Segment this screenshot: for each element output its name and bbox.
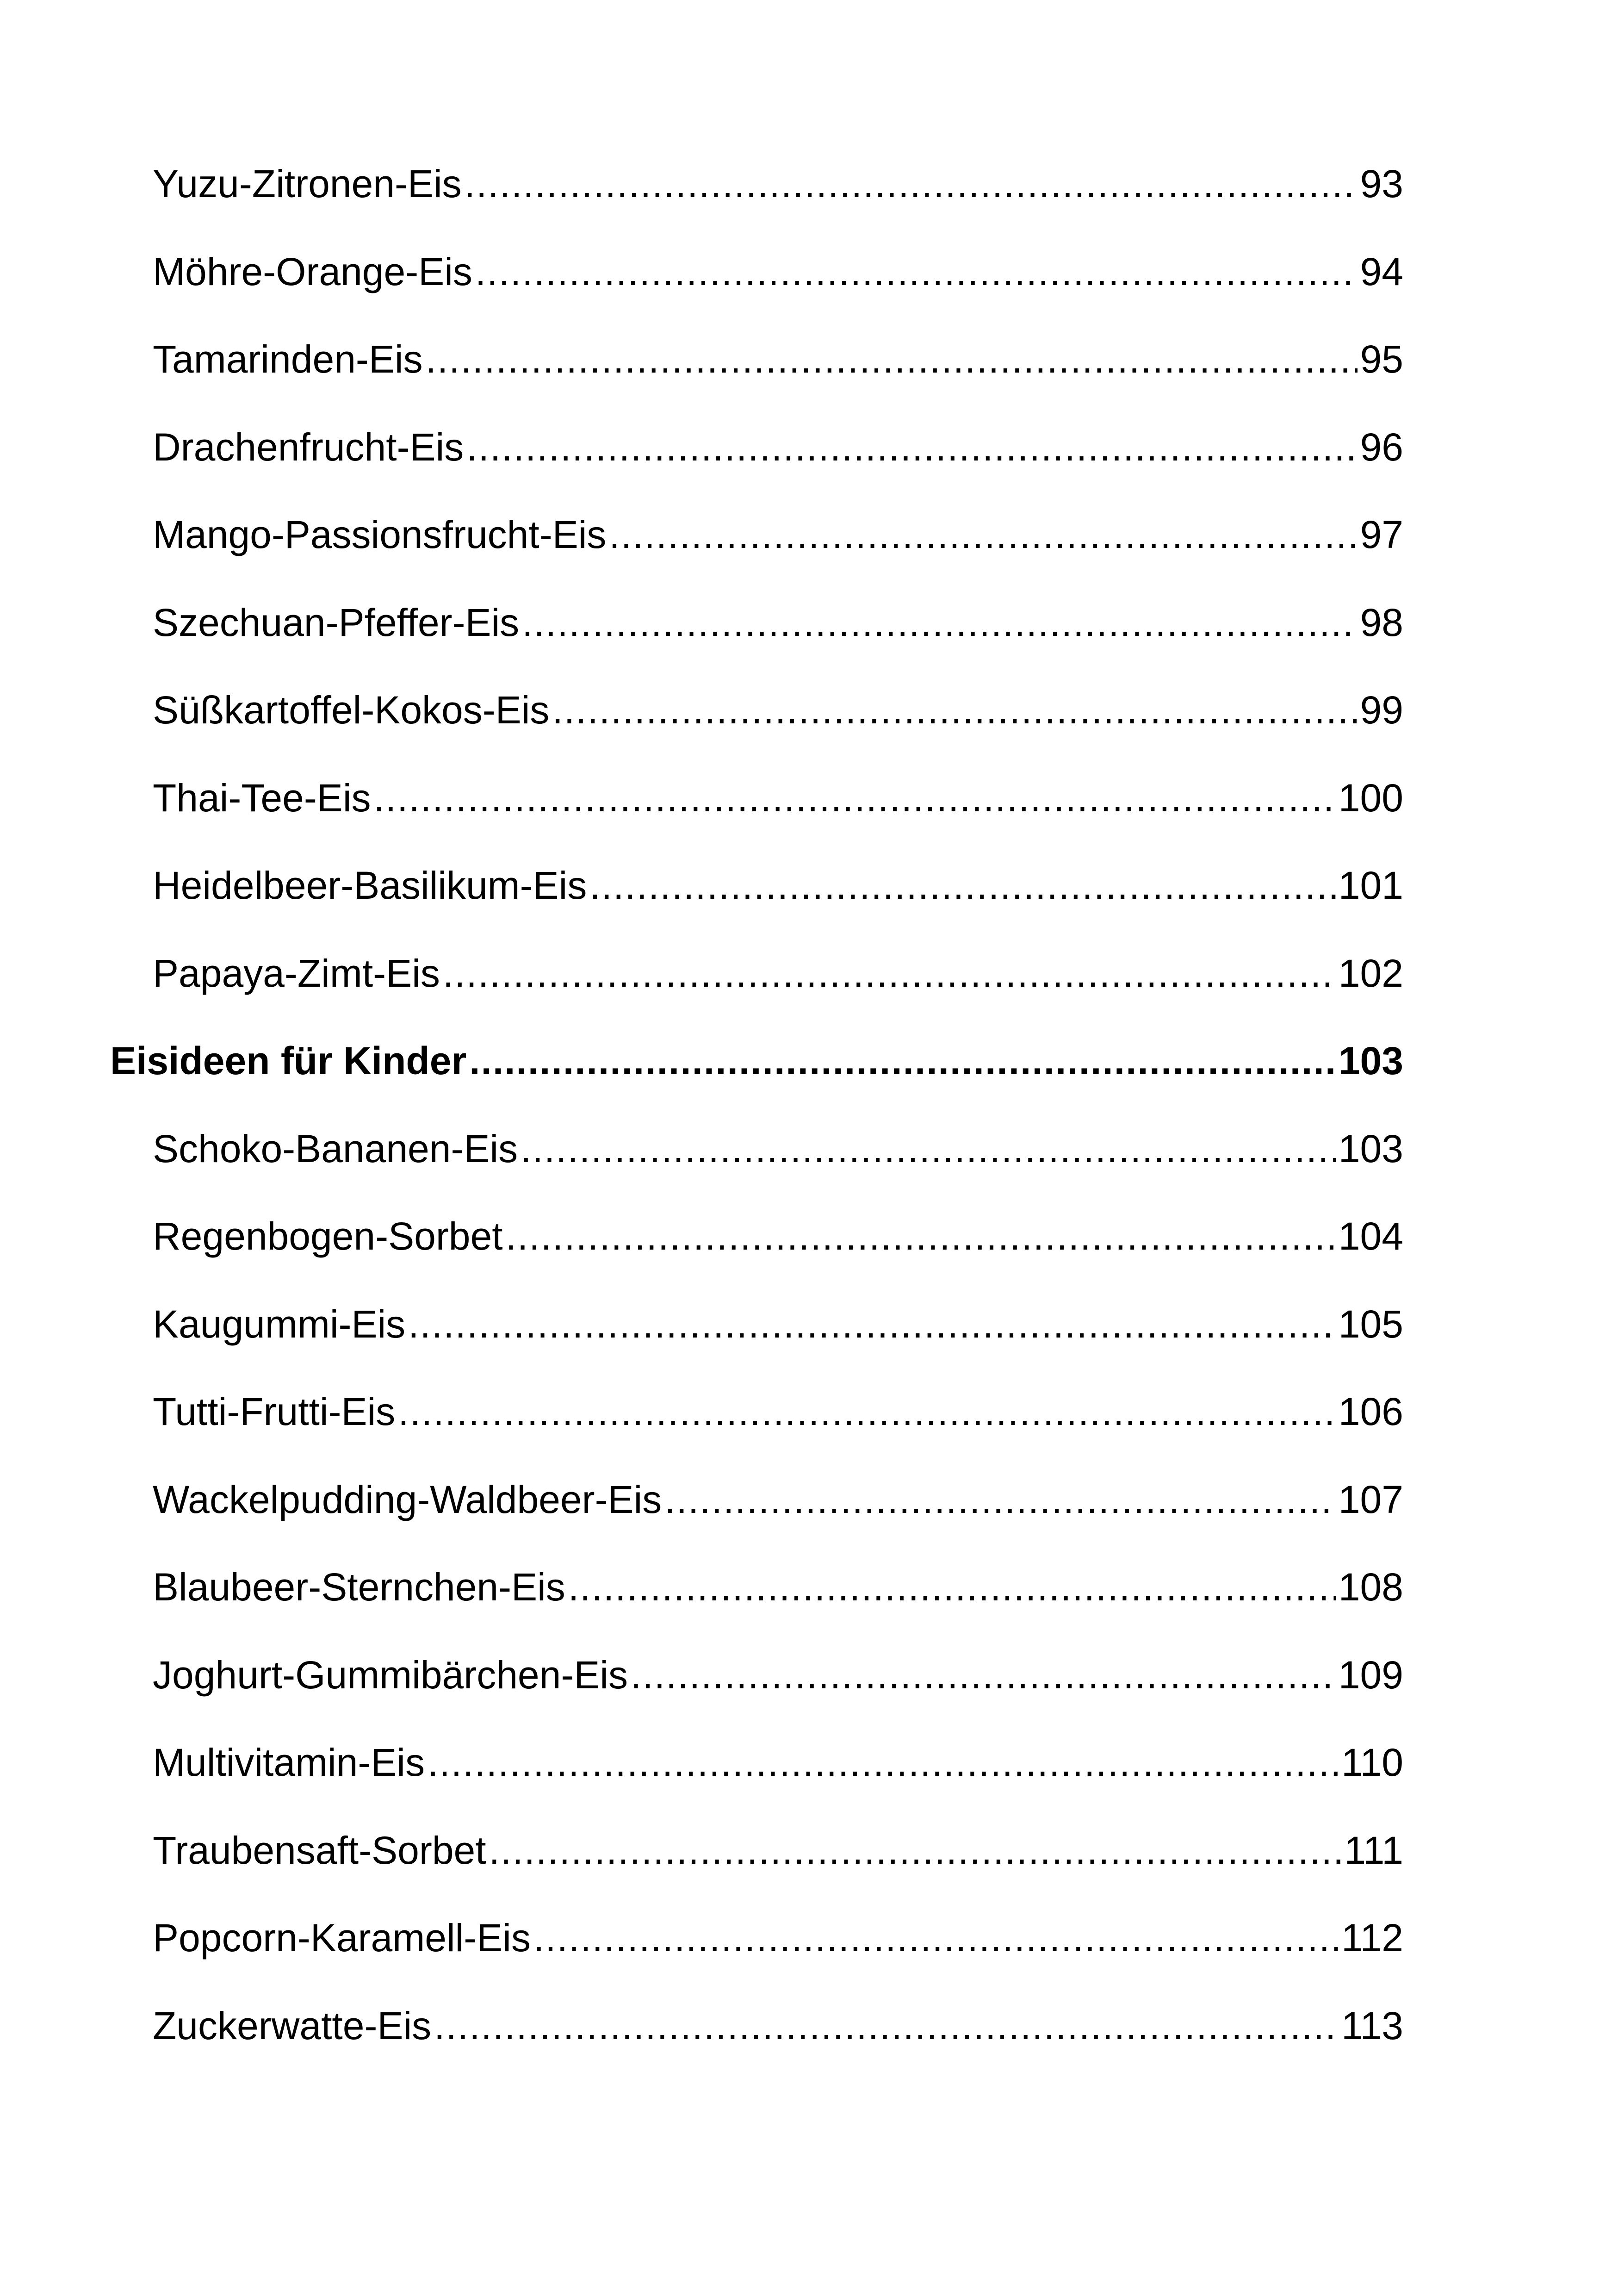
toc-entry-title: Süßkartoffel-Kokos-Eis xyxy=(153,688,550,732)
toc-entry-page: 108 xyxy=(1338,1565,1403,1609)
toc-entry xyxy=(110,1214,1403,1305)
toc-entry xyxy=(110,688,1403,778)
toc-entry-title: Möhre-Orange-Eis xyxy=(153,249,472,293)
toc-dot-leader xyxy=(533,1918,1339,1957)
toc-dot-leader xyxy=(552,691,1357,729)
toc-entry-title: Drachenfrucht-Eis xyxy=(153,425,464,469)
toc-entry xyxy=(110,1392,1403,1480)
toc-dot-leader xyxy=(475,252,1358,291)
toc-entry-title: Traubensaft-Sorbet xyxy=(153,1828,486,1872)
toc-dot-leader xyxy=(465,164,1358,203)
toc-entry-title: Blaubeer-Sternchen-Eis xyxy=(153,1565,565,1609)
toc-dot-leader xyxy=(373,778,1335,817)
toc-entry-title: Zuckerwatte-Eis xyxy=(153,2004,432,2047)
toc-dot-leader xyxy=(568,1568,1336,1606)
toc-entry-page: 111 xyxy=(1344,1828,1403,1872)
toc-entry-page: 96 xyxy=(1360,425,1403,469)
toc-entry-title: Wackelpudding-Waldbeer-Eis xyxy=(153,1477,662,1521)
toc-entry xyxy=(110,1918,1403,2006)
toc-dot-leader xyxy=(506,1217,1336,1256)
toc-dot-leader xyxy=(428,1743,1339,1782)
toc-entry-title: Schoko-Bananen-Eis xyxy=(153,1126,518,1170)
toc-entry-title: Yuzu-Zitronen-Eis xyxy=(153,162,462,205)
toc-dot-leader xyxy=(469,1041,1336,1080)
toc-dot-leader xyxy=(521,1129,1336,1168)
toc-entry xyxy=(110,1565,1403,1655)
toc-entry xyxy=(110,2006,1403,2094)
toc-dot-leader xyxy=(408,1305,1336,1344)
toc-entry xyxy=(110,164,1403,252)
toc-dot-leader xyxy=(398,1392,1336,1431)
toc-entry-title: Joghurt-Gummibärchen-Eis xyxy=(153,1653,628,1697)
toc-entry-page: 110 xyxy=(1341,1741,1403,1784)
toc-entry-title: Mango-Passionsfrucht-Eis xyxy=(153,513,607,556)
toc-dot-leader xyxy=(443,954,1336,993)
toc-entry-title: Thai-Tee-Eis xyxy=(153,776,371,820)
toc-entry-title: Regenbogen-Sorbet xyxy=(153,1214,503,1258)
toc-entry xyxy=(110,866,1403,954)
toc-entry xyxy=(110,425,1403,516)
table-of-contents xyxy=(110,164,1403,2094)
toc-entry-title: Papaya-Zimt-Eis xyxy=(153,951,440,995)
toc-entry-page: 101 xyxy=(1338,864,1403,907)
toc-entry-page: 100 xyxy=(1338,776,1403,820)
toc-entry-title: Kaugummi-Eis xyxy=(153,1302,406,1346)
toc-entry-page: 105 xyxy=(1338,1302,1403,1346)
toc-entry xyxy=(110,1655,1403,1743)
toc-entry xyxy=(110,1126,1403,1217)
toc-entry-page: 99 xyxy=(1360,688,1403,732)
toc-entry-page: 97 xyxy=(1360,513,1403,556)
toc-entry-page: 103 xyxy=(1338,1126,1403,1170)
toc-entry-page: 112 xyxy=(1341,1916,1403,1960)
toc-entry-title: Tutti-Frutti-Eis xyxy=(153,1390,396,1433)
toc-entry-page: 93 xyxy=(1360,162,1403,205)
toc-entry xyxy=(110,1743,1403,1831)
toc-dot-leader xyxy=(631,1655,1336,1694)
toc-chapter-title: Eisideen für Kinder xyxy=(110,1039,467,1083)
toc-chapter-page: 103 xyxy=(1338,1039,1403,1083)
toc-entry-page: 98 xyxy=(1360,600,1403,644)
toc-entry-title: Heidelbeer-Basilikum-Eis xyxy=(153,864,587,907)
toc-entry-page: 106 xyxy=(1338,1390,1403,1433)
toc-entry xyxy=(110,778,1403,866)
toc-entry xyxy=(110,515,1403,603)
toc-entry xyxy=(110,600,1403,691)
toc-entry-page: 113 xyxy=(1341,2004,1403,2047)
toc-entry xyxy=(110,1302,1403,1393)
toc-entry xyxy=(110,1477,1403,1568)
toc-dot-leader xyxy=(426,340,1358,379)
toc-entry-title: Tamarinden-Eis xyxy=(153,337,423,381)
toc-entry xyxy=(110,1828,1403,1919)
toc-entry xyxy=(110,951,1403,1042)
toc-dot-leader xyxy=(609,515,1357,554)
toc-entry-title: Popcorn-Karamell-Eis xyxy=(153,1916,531,1960)
toc-entry xyxy=(110,337,1403,428)
toc-chapter-heading xyxy=(110,1041,1403,1129)
toc-entry-page: 104 xyxy=(1338,1214,1403,1258)
toc-dot-leader xyxy=(664,1480,1336,1519)
toc-dot-leader xyxy=(489,1831,1342,1870)
toc-dot-leader xyxy=(466,428,1357,467)
toc-dot-leader xyxy=(434,2006,1339,2045)
toc-entry-title: Multivitamin-Eis xyxy=(153,1741,425,1784)
toc-dot-leader xyxy=(522,603,1357,642)
toc-entry xyxy=(110,249,1403,340)
toc-entry-title: Szechuan-Pfeffer-Eis xyxy=(153,600,520,644)
toc-entry-page: 109 xyxy=(1338,1653,1403,1697)
toc-entry-page: 107 xyxy=(1338,1477,1403,1521)
toc-dot-leader xyxy=(589,866,1336,905)
toc-entry-page: 102 xyxy=(1338,951,1403,995)
toc-entry-page: 95 xyxy=(1360,337,1403,381)
toc-entry-page: 94 xyxy=(1360,249,1403,293)
